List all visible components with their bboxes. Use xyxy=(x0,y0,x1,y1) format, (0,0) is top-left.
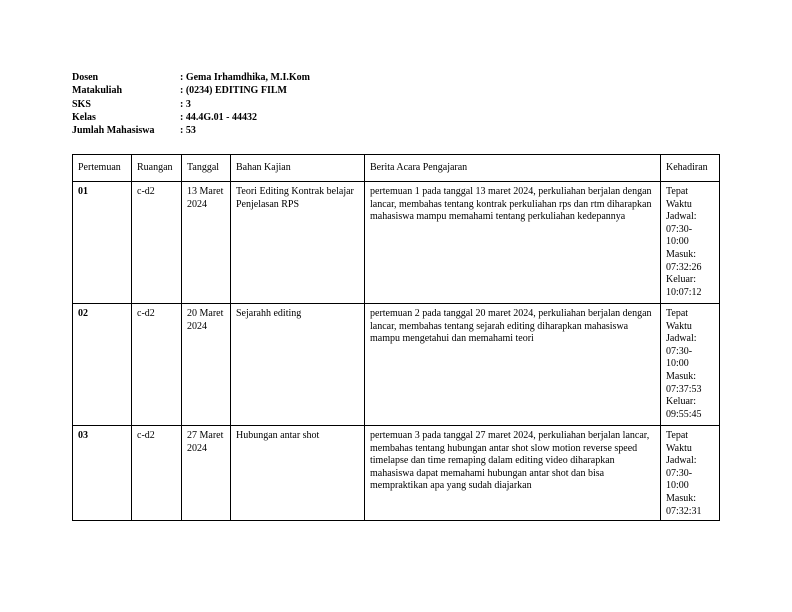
info-label: Dosen xyxy=(72,72,99,83)
cell-berita-acara: pertemuan 1 pada tanggal 13 maret 2024, perkuliahan berjalan dengan lancar, membahas tentang kontrak perkuliahan rps dan rtm diharapkan mahasiswa mampu memahami tentang perkuliahan kedepannya xyxy=(365,182,661,304)
header-ruangan: Ruangan xyxy=(132,155,182,182)
cell-kehadiran: Tepat Waktu Jadwal: 07:30-10:00 Masuk: 07:37:53 Keluar: 09:55:45 xyxy=(661,304,720,426)
header-pertemuan: Pertemuan xyxy=(73,155,132,182)
info-row-kelas xyxy=(72,111,310,124)
attendance-table xyxy=(72,154,720,521)
header-bahan-kajian: Bahan Kajian xyxy=(231,155,365,182)
info-value: : (0234) EDITING FILM xyxy=(180,85,287,97)
info-value: : 44.4G.01 - 44432 xyxy=(180,111,257,123)
info-label: SKS xyxy=(72,98,91,110)
info-label: Jumlah Mahasiswa xyxy=(72,125,155,137)
table-row xyxy=(73,304,720,426)
info-row-sks xyxy=(72,98,310,111)
header-tanggal: Tanggal xyxy=(182,155,231,182)
cell-berita-acara: pertemuan 2 pada tanggal 20 maret 2024, perkuliahan berjalan dengan lancar, membahas tentang sejarah editing diharapkan mahasiswa mampu mengetahui dan memahami teori xyxy=(365,304,661,426)
info-label: Matakuliah xyxy=(72,85,123,97)
cell-kehadiran: Tepat Waktu Jadwal: 07:30-10:00 Masuk: 07:32:26 Keluar: 10:07:12 xyxy=(661,182,720,304)
cell-ruangan: c-d2 xyxy=(132,304,182,426)
table-row xyxy=(73,182,720,304)
cell-tanggal: 27 Maret 2024 xyxy=(182,426,231,521)
info-value: : 3 xyxy=(180,98,191,110)
cell-pertemuan: 01 xyxy=(73,182,132,304)
info-label: Kelas xyxy=(72,111,96,123)
cell-bahan-kajian: Hubungan antar shot xyxy=(231,426,365,521)
cell-ruangan: c-d2 xyxy=(132,426,182,521)
info-value: : Gema Irhamdhika, M.I.Kom xyxy=(180,72,310,83)
table-header-row xyxy=(73,155,720,182)
cell-bahan-kajian: Teori Editing Kontrak belajar Penjelasan RPS xyxy=(231,182,365,304)
cell-tanggal: 13 Maret 2024 xyxy=(182,182,231,304)
info-row-dosen xyxy=(72,71,310,84)
cell-tanggal: 20 Maret 2024 xyxy=(182,304,231,426)
header-berita-acara: Berita Acara Pengajaran xyxy=(365,155,661,182)
cell-pertemuan: 02 xyxy=(73,304,132,426)
header-kehadiran: Kehadiran xyxy=(661,155,720,182)
course-info xyxy=(72,71,310,137)
info-row-matakuliah xyxy=(72,84,310,97)
cell-ruangan: c-d2 xyxy=(132,182,182,304)
info-value: : 53 xyxy=(180,125,196,137)
attendance-table-wrapper xyxy=(72,154,719,534)
table-row xyxy=(73,426,720,521)
cell-kehadiran: Tepat Waktu Jadwal: 07:30-10:00 Masuk: 07:32:31 xyxy=(661,426,720,521)
info-row-jumlah-mahasiswa xyxy=(72,124,310,137)
cell-pertemuan: 03 xyxy=(73,426,132,521)
cell-berita-acara: pertemuan 3 pada tanggal 27 maret 2024, perkuliahan berjalan lancar, membahas tentang hubungan antar shot slow motion reverse speed timelapse dan time remaping dalam editing video diharapkan mahasiswa dapat memahami hubungan antar shot dan bisa mempraktikan apa yang sudah diajarkan xyxy=(365,426,661,521)
cell-bahan-kajian: Sejarahh editing xyxy=(231,304,365,426)
